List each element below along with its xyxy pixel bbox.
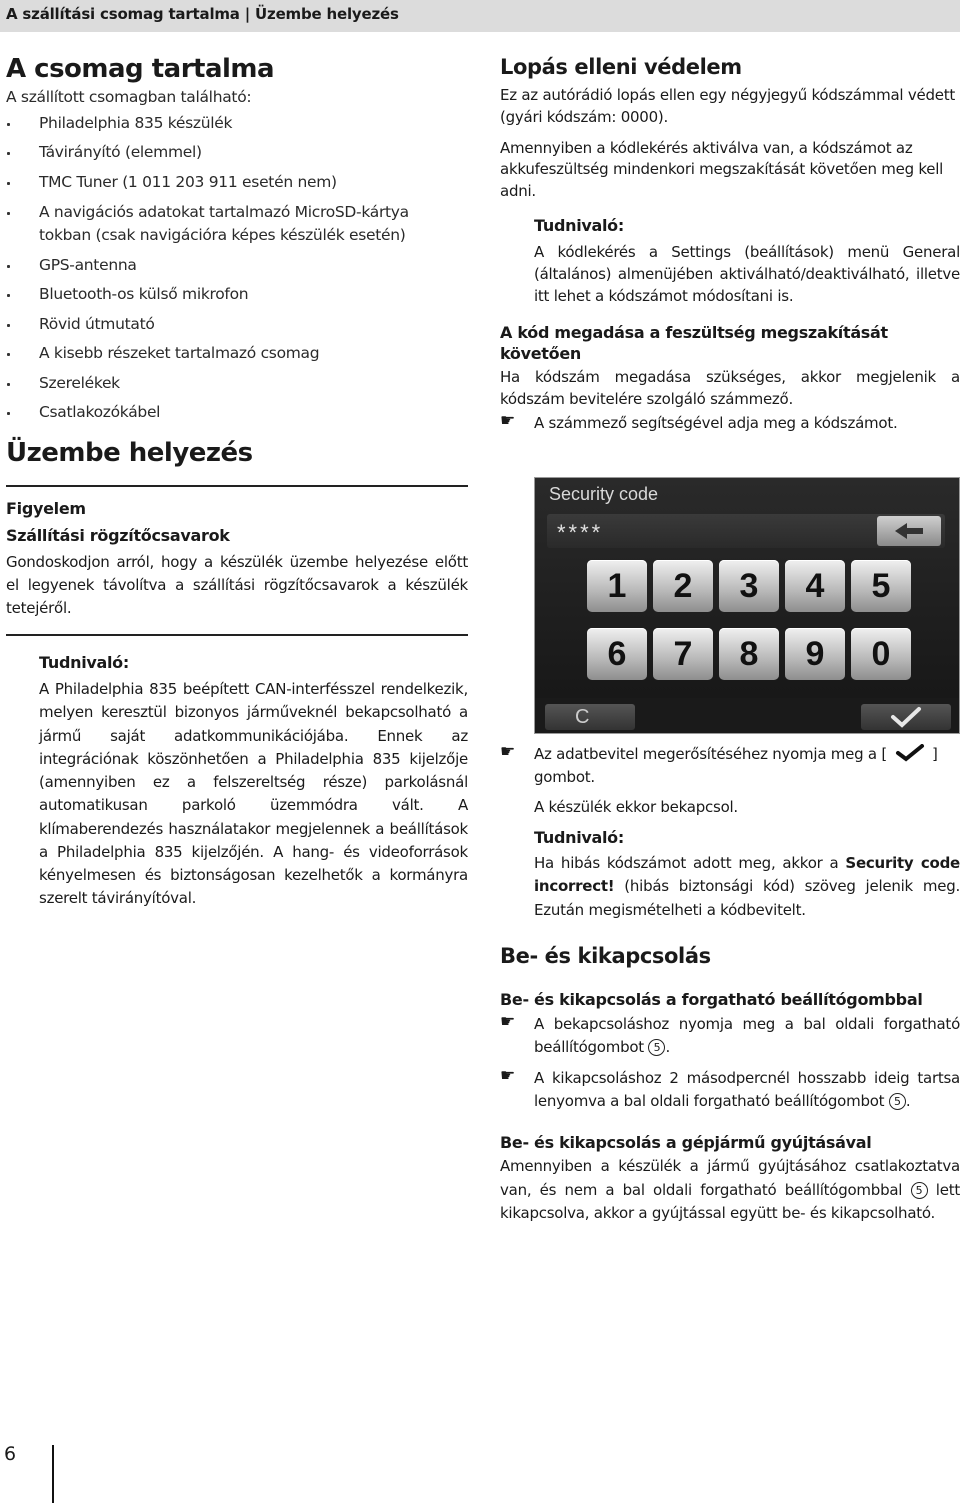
list-item: Bluetooth-os külső mikrofon bbox=[6, 283, 468, 307]
clear-button[interactable]: C bbox=[545, 704, 635, 730]
step-text: ] gombot. bbox=[534, 745, 938, 787]
step-enter-code bbox=[500, 412, 960, 435]
code-entry-value: **** bbox=[557, 520, 604, 545]
step-knob-on: ☛ A bekapcsoláshoz nyomja meg a bal oldali forgatható beállítógombot 5 . bbox=[500, 1011, 960, 1056]
ignition-text-part: lett kikapcsolva, akkor a gyújtással együtt be- és kikapcsolható. bbox=[500, 1180, 960, 1222]
header-bar bbox=[0, 0, 960, 32]
right-column-lower bbox=[500, 743, 960, 1225]
key-5[interactable]: 5 bbox=[851, 560, 911, 612]
package-title: A csomag tartalma bbox=[6, 54, 275, 84]
right-column bbox=[500, 50, 960, 436]
screen-bottom-bar bbox=[535, 698, 959, 734]
step-text: A kikapcsoláshoz 2 másodpercnél hosszabb ideig tartsa lenyomva a bal oldali forgatható beállítógombot bbox=[534, 1069, 960, 1111]
step-knob-off: ☛ A kikapcsoláshoz 2 másodpercnél hosszabb ideig tartsa lenyomva a bal oldali forgatható beállítógombot 5 . bbox=[500, 1066, 960, 1111]
startup-title: Üzembe helyezés bbox=[6, 437, 253, 468]
key-1[interactable]: 1 bbox=[587, 560, 647, 612]
ignition-text-part: Amennyiben a készülék a jármű gyújtásához csatlakoztatva van, és nem a bal oldali forgatható beállítógombbal bbox=[500, 1157, 960, 1199]
reference-number: 5 bbox=[889, 1093, 906, 1110]
ignition-text bbox=[500, 1155, 960, 1225]
theft-tip-2 bbox=[500, 827, 960, 922]
knob-title: Be- és kikapcsolás a forgatható beállítógombbal bbox=[500, 990, 923, 1010]
page-number: 6 bbox=[4, 1443, 17, 1465]
tip-text-part: (hibás biztonsági kód) szöveg jelenik meg. Ezután megismételheti a kódbevitelt. bbox=[534, 877, 960, 919]
warning-title: Szállítási rögzítőcsavarok bbox=[6, 526, 230, 546]
checkmark-icon bbox=[892, 744, 928, 762]
hand-pointer-icon: ☛ bbox=[500, 742, 516, 762]
list-item: A kisebb részeket tartalmazó csomag bbox=[6, 342, 468, 366]
key-4[interactable]: 4 bbox=[785, 560, 845, 612]
security-code-screen bbox=[534, 477, 960, 734]
step-text: Az adatbevitel megerősítéséhez nyomja meg a [ bbox=[534, 745, 887, 763]
step-confirm bbox=[500, 743, 960, 819]
key-9[interactable]: 9 bbox=[785, 628, 845, 680]
key-8[interactable]: 8 bbox=[719, 628, 779, 680]
list-item: Rövid útmutató bbox=[6, 313, 468, 337]
list-item: A navigációs adatokat tartalmazó MicroSD-kártya tokban (csak navigációra képes készülék esetén) bbox=[6, 201, 468, 248]
package-list bbox=[6, 112, 468, 425]
key-2[interactable]: 2 bbox=[653, 560, 713, 612]
error-message-text: Security code incorrect! bbox=[534, 854, 960, 896]
ignition-title: Be- és kikapcsolás a gépjármű gyújtásával bbox=[500, 1132, 872, 1152]
code-entry-field bbox=[547, 514, 945, 548]
code-text: Ha kódszám megadása szükséges, akkor megjelenik a kódszám bevitelére szolgáló számmező. bbox=[500, 367, 960, 408]
hand-pointer-icon: ☛ bbox=[500, 411, 516, 432]
warning-text: Gondoskodjon arról, hogy a készülék üzembe helyezése előtt el legyenek távolítva a szállítási rögzítőcsavarok a készülék tetejéről. bbox=[6, 552, 468, 618]
key-7[interactable]: 7 bbox=[653, 628, 713, 680]
list-item: Csatlakozókábel bbox=[6, 401, 468, 425]
reference-number: 5 bbox=[648, 1039, 665, 1056]
warning-label: Figyelem bbox=[6, 498, 86, 518]
theft-p2: Amennyiben a kódlekérés aktiválva van, a kódszámot az akkufeszültség mindenkori megszakítását követően meg kell adni. bbox=[500, 138, 944, 201]
footer-divider bbox=[52, 1445, 54, 1503]
list-item: TMC Tuner (1 011 203 911 esetén nem) bbox=[6, 171, 468, 195]
tip-text: A kódlekérés a Settings (beállítások) menü General (általános) almenüjében aktiválható/deaktiválható, illetve itt lehet a kódszámot módosítani is. bbox=[534, 243, 960, 305]
step-text: A bekapcsoláshoz nyomja meg a bal oldali forgatható beállítógombot bbox=[534, 1014, 960, 1056]
tip-text: A Philadelphia 835 beépített CAN-interfésszel rendelkezik, melyen keresztül bizonyos járműveknél bekapcsolható a jármű saját adatkommunikációjába. Ennek az integrációnak köszönhetően a Philadelphia 835 kijelzője (amennyiben ez a felszereltség része) parkolásnál automatikusan parkoló üzemmódra vált. A klímaberendezés használatakor megjelennek a beállítások a Philadelphia 835 kijelzőjén. A hang- és videoforrások kényelmesen és biztonságosan kezelhetők a kormányra szerelt távirányítóval. bbox=[39, 680, 468, 908]
hand-pointer-icon: ☛ bbox=[500, 1011, 516, 1032]
step-text: A számmező segítségével adja meg a kódszámot. bbox=[534, 414, 898, 433]
left-column bbox=[6, 50, 468, 911]
list-item: GPS-antenna bbox=[6, 254, 468, 278]
list-item: Szerelékek bbox=[6, 372, 468, 396]
key-3[interactable]: 3 bbox=[719, 560, 779, 612]
hand-pointer-icon: ☛ bbox=[500, 1066, 516, 1087]
tip-label: Tudnivaló: bbox=[534, 827, 624, 847]
tip-text bbox=[534, 852, 960, 922]
confirm-button[interactable] bbox=[861, 704, 951, 730]
key-0[interactable]: 0 bbox=[851, 628, 911, 680]
reference-number: 5 bbox=[911, 1182, 928, 1199]
step-result: A készülék ekkor bekapcsol. bbox=[534, 797, 738, 816]
code-title: A kód megadása a feszültség megszakítását követően bbox=[500, 322, 888, 364]
package-intro: A szállított csomagban található: bbox=[6, 87, 252, 106]
divider bbox=[6, 485, 468, 487]
power-title: Be- és kikapcsolás bbox=[500, 943, 711, 968]
key-6[interactable]: 6 bbox=[587, 628, 647, 680]
theft-title: Lopás elleni védelem bbox=[500, 55, 742, 79]
backspace-button[interactable] bbox=[877, 516, 941, 546]
back-arrow-icon bbox=[877, 516, 941, 546]
startup-tip bbox=[6, 652, 468, 911]
list-item: Távirányító (elemmel) bbox=[6, 141, 468, 165]
screen-title: Security code bbox=[549, 484, 659, 504]
tip-text-part: Ha hibás kódszámot adott meg, akkor a bbox=[534, 854, 846, 873]
page-header-title: A szállítási csomag tartalma | Üzembe helyezés bbox=[6, 5, 399, 23]
list-item: Philadelphia 835 készülék bbox=[6, 112, 468, 136]
checkmark-icon bbox=[861, 704, 951, 730]
theft-tip bbox=[500, 215, 960, 308]
theft-p1: Ez az autórádió lopás ellen egy négyjegyű kódszámmal védett (gyári kódszám: 0000). bbox=[500, 86, 955, 126]
divider bbox=[6, 634, 468, 636]
tip-label: Tudnivaló: bbox=[39, 652, 129, 672]
tip-label: Tudnivaló: bbox=[534, 215, 624, 235]
